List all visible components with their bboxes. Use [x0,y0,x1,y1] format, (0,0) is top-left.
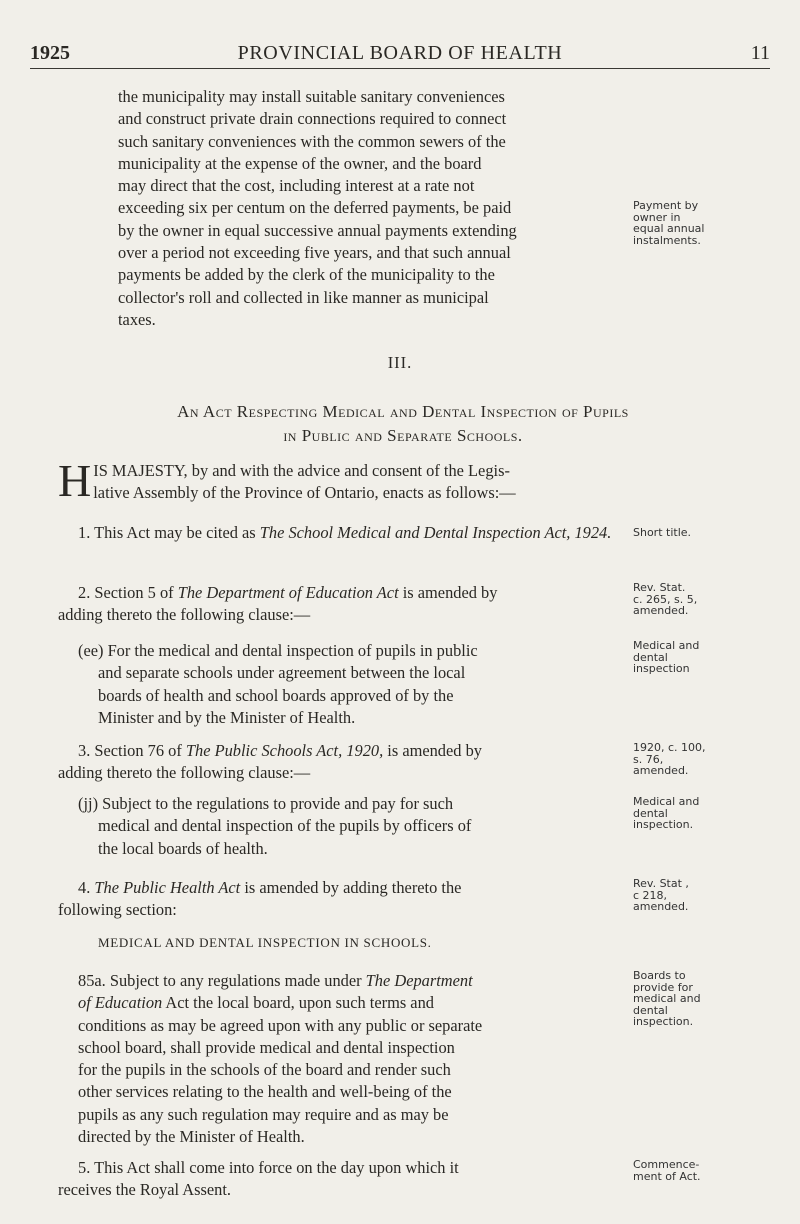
margin-note-line: Medical and [633,795,700,808]
margin-note-line: Commence- [633,1158,700,1171]
act-title-line2: in Public and Separate Schools. [283,426,523,445]
continuation-line: taxes. [118,309,156,329]
continuation-line: the municipality may install suitable sanitary conveniences [118,87,505,106]
margin-note-line: c 218, [633,888,668,902]
margin-note-s2 [633,582,783,617]
header-page-number: 11 [750,42,770,64]
act-name: The Public Health Act [94,878,241,897]
margin-note-line: medical and [633,992,701,1006]
continuation-line: municipality at the expense of the owner, and the board [118,153,482,173]
clause-line: medical and dental inspection of the pupils by officers of [98,816,472,836]
section-text: for the pupils in the schools of the board and render such [78,1060,451,1080]
margin-note-line: Rev. Stat. [633,581,686,594]
clause-jj [78,793,628,860]
act-short-title: The School Medical and Dental Inspection Act, 1924. [259,523,612,542]
section-text: 3. Section 76 of [78,741,186,760]
margin-note-line: Boards to [633,969,686,982]
schedule-subheading: MEDICAL AND DENTAL INSPECTION IN SCHOOLS. [98,935,432,950]
section-text: adding thereto the following clause:— [58,763,311,783]
section-text: Act the local board, upon such terms and [162,993,434,1013]
margin-note-line: instalments. [633,233,701,247]
header-title: PROVINCIAL BOARD OF HEALTH [237,42,563,64]
section-text: directed by the Minister of Health. [78,1127,305,1147]
margin-note-line: equal annual [633,222,705,236]
margin-note-line: dental [633,806,668,820]
margin-note-s3 [633,742,783,777]
clause-line: the local boards of health. [98,838,268,858]
margin-note-line: amended. [633,900,689,914]
section-text: is amended by adding thereto the [240,878,462,897]
section-85a [78,970,630,1148]
margin-note-line: inspection. [633,818,694,832]
margin-note-line: amended. [633,764,689,778]
section-3 [58,740,630,785]
margin-note-ee [633,640,783,675]
enacting-clause [58,455,628,506]
margin-note-jj [633,796,783,831]
margin-note-line: inspection [633,662,690,676]
header-year: 1925 [30,42,70,64]
section-4 [58,877,630,922]
continuation-line: over a period not exceeding five years, and that such annual [118,243,511,263]
continuation-paragraph [118,86,630,331]
enacting-line: IS MAJESTY, by and with the advice and consent of the Legis- [93,461,510,480]
enacting-line: lative Assembly of the Province of Ontario, enacts as follows:— [93,483,516,503]
margin-note-line: dental [633,650,668,664]
margin-note-line: Short title. [633,526,692,539]
section-text: receives the Royal Assent. [58,1180,231,1200]
act-title-line1: An Act Respecting Medical and Dental Inspection of Pupils [177,402,629,421]
part-number: III. [387,353,413,372]
continuation-line: such sanitary conveniences with the common sewers of the [118,131,506,151]
section-2 [58,582,630,627]
section-text: 1. This Act may be cited as [78,523,260,542]
act-name: The Department of Education Act [177,583,399,602]
clause-line: (ee) For the medical and dental inspection of pupils in public [78,641,478,660]
margin-note-line: provide for [633,980,693,994]
margin-note-s4 [633,878,783,913]
margin-note-line: dental [633,1003,668,1017]
margin-note-line: inspection. [633,1015,694,1029]
continuation-line: collector's roll and collected in like manner as municipal [118,287,489,307]
section-text: school board, shall provide medical and dental inspection [78,1037,455,1057]
clause-line: (jj) Subject to the regulations to provide and pay for such [78,794,454,813]
section-text: 4. [78,878,95,897]
section-text: pupils as any such regulation may require and as may be [78,1104,449,1124]
margin-note-s5 [633,1159,783,1182]
margin-note-line: amended. [633,604,689,618]
margin-note-line: Payment by [633,199,699,212]
section-text: 85a. Subject to any regulations made under [78,971,366,990]
section-text: is amended by [398,583,498,602]
margin-note-line: owner in [633,210,681,224]
section-text: 2. Section 5 of [78,583,178,602]
margin-note-line: 1920, c. 100, [633,741,706,754]
margin-note-line: s. 76, [633,752,664,766]
page-header [30,28,770,69]
margin-note-short-title [633,527,783,539]
act-name: The Public Schools Act, 1920, [185,741,384,760]
margin-note-line: Rev. Stat , [633,877,689,890]
margin-note-line: Medical and [633,639,700,652]
continuation-line: payments be added by the clerk of the municipality to the [118,265,495,285]
act-name: The Department [365,971,473,990]
margin-note-payment [633,200,783,246]
clause-line: Minister and by the Minister of Health. [98,707,356,727]
act-title [58,400,748,448]
continuation-line: exceeding six per centum on the deferred payments, be paid [118,198,512,218]
clause-ee [78,640,628,729]
section-text: other services relating to the health and well-being of the [78,1082,452,1102]
drop-cap: H [58,455,92,506]
section-text: following section: [58,900,177,920]
section-text: 5. This Act shall come into force on the day upon which it [78,1158,459,1177]
continuation-line: and construct private drain connections required to connect [118,109,507,129]
margin-note-line: c. 265, s. 5, [633,592,698,606]
margin-note-line: ment of Act. [633,1169,701,1183]
margin-note-85a [633,970,783,1028]
section-text: adding thereto the following clause:— [58,605,311,625]
continuation-line: may direct that the cost, including interest at a rate not [118,176,475,196]
section-1 [78,522,630,544]
continuation-line: by the owner in equal successive annual payments extending [118,220,517,240]
section-text: conditions as may be agreed upon with any public or separate [78,1015,483,1035]
clause-line: and separate schools under agreement between the local [98,663,466,683]
clause-line: boards of health and school boards approved of by the [98,685,454,705]
section-5 [58,1157,630,1202]
section-text: is amended by [383,741,482,760]
act-name: of Education [78,993,163,1013]
